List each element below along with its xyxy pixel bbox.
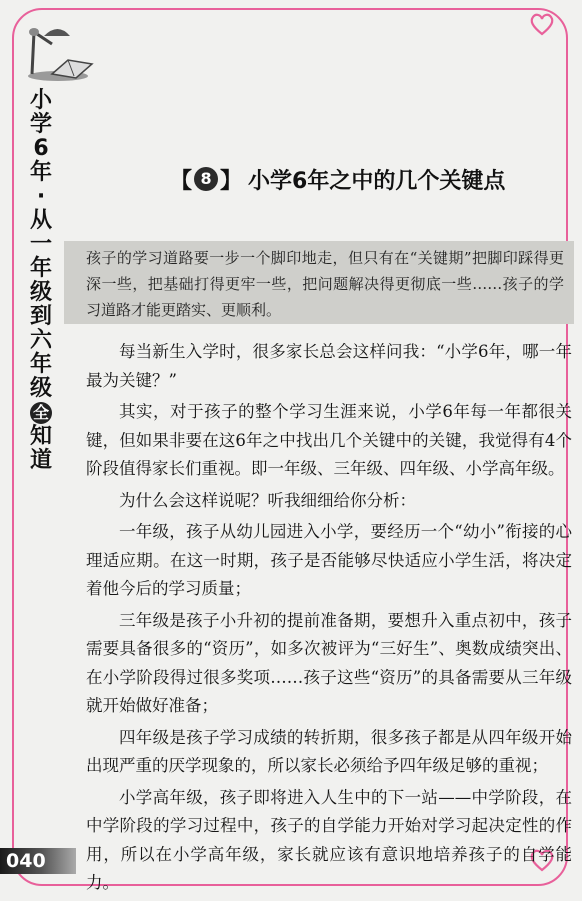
body-paragraph: 其实，对于孩子的整个学习生涯来说，小学6年每一年都很关键，但如果非要在这6年之中找出几个关键中的关键，我觉得有4个阶段值得家长们重视。即一年级、三年级、四年级、小学高年级。 — [86, 402, 572, 478]
book-title-spine — [24, 88, 58, 473]
spine-char: 一 — [29, 232, 52, 257]
spine-char: 从 — [29, 208, 52, 233]
spine-char: 年 — [29, 352, 52, 377]
spine-char: 6 — [33, 136, 49, 161]
spine-char: 道 — [29, 448, 52, 473]
spine-char: 年 — [29, 256, 52, 281]
body-paragraph: 四年级是孩子学习成绩的转折期，很多孩子都是从四年级开始出现严重的厌学现象的，所以家长必须给予四年级足够的重视； — [86, 727, 572, 775]
spine-char: 学 — [29, 112, 52, 137]
body-paragraph: 三年级是孩子小升初的提前准备期，要想升入重点初中，孩子需要具备很多的“资历”，如多次被评为“三好生”、奥数成绩突出、在小学阶段得过很多奖项……孩子这些“资历”的具备需要从三年级就开始做好准备； — [86, 610, 572, 715]
article-body — [86, 338, 572, 901]
spine-char: 小 — [29, 88, 52, 113]
spine-char: 级 — [29, 376, 52, 401]
section-number-badge: 8 — [194, 167, 218, 191]
section-title: 小学6年之中的几个关键点 — [248, 168, 506, 194]
spine-char: 知 — [29, 424, 52, 449]
spine-char: 六 — [29, 328, 52, 353]
spine-char: 级 — [29, 280, 52, 305]
spine-char: 全 — [30, 402, 52, 424]
heading-bracket-close: 】 — [220, 168, 243, 194]
intro-summary-box: 孩子的学习道路要一步一个脚印地走，但只有在“关键期”把脚印踩得更深一些，把基础打得更牢一些，把问题解决得更彻底一些……孩子的学习道路才能更踏实、更顺利。 — [64, 241, 574, 324]
section-heading — [170, 161, 530, 197]
body-paragraph: 每当新生入学时，很多家长总会这样问我：“小学6年，哪一年最为关键？” — [86, 342, 572, 390]
body-paragraph: 为什么会这样说呢？听我细细给你分析： — [119, 490, 416, 510]
spine-char: 年 — [29, 160, 52, 185]
spine-char: · — [36, 184, 46, 209]
spine-char: 到 — [29, 304, 52, 329]
heart-icon — [528, 10, 556, 38]
page-number: 040 — [6, 850, 46, 872]
body-paragraph: 小学高年级，孩子即将进入人生中的下一站——中学阶段，在中学阶段的学习过程中，孩子的自学能力开始对学习起决定性的作用，所以在小学高年级，家长就应该有意识地培养孩子的自学能力。 — [86, 787, 572, 892]
desk-lamp-icon — [18, 18, 98, 88]
heading-bracket-open: 【 — [170, 168, 193, 194]
body-paragraph: 一年级，孩子从幼儿园进入小学，要经历一个“幼小”衔接的心理适应期。在这一时期，孩子是否能够尽快适应小学生活，将决定着他今后的学习质量； — [86, 522, 572, 598]
